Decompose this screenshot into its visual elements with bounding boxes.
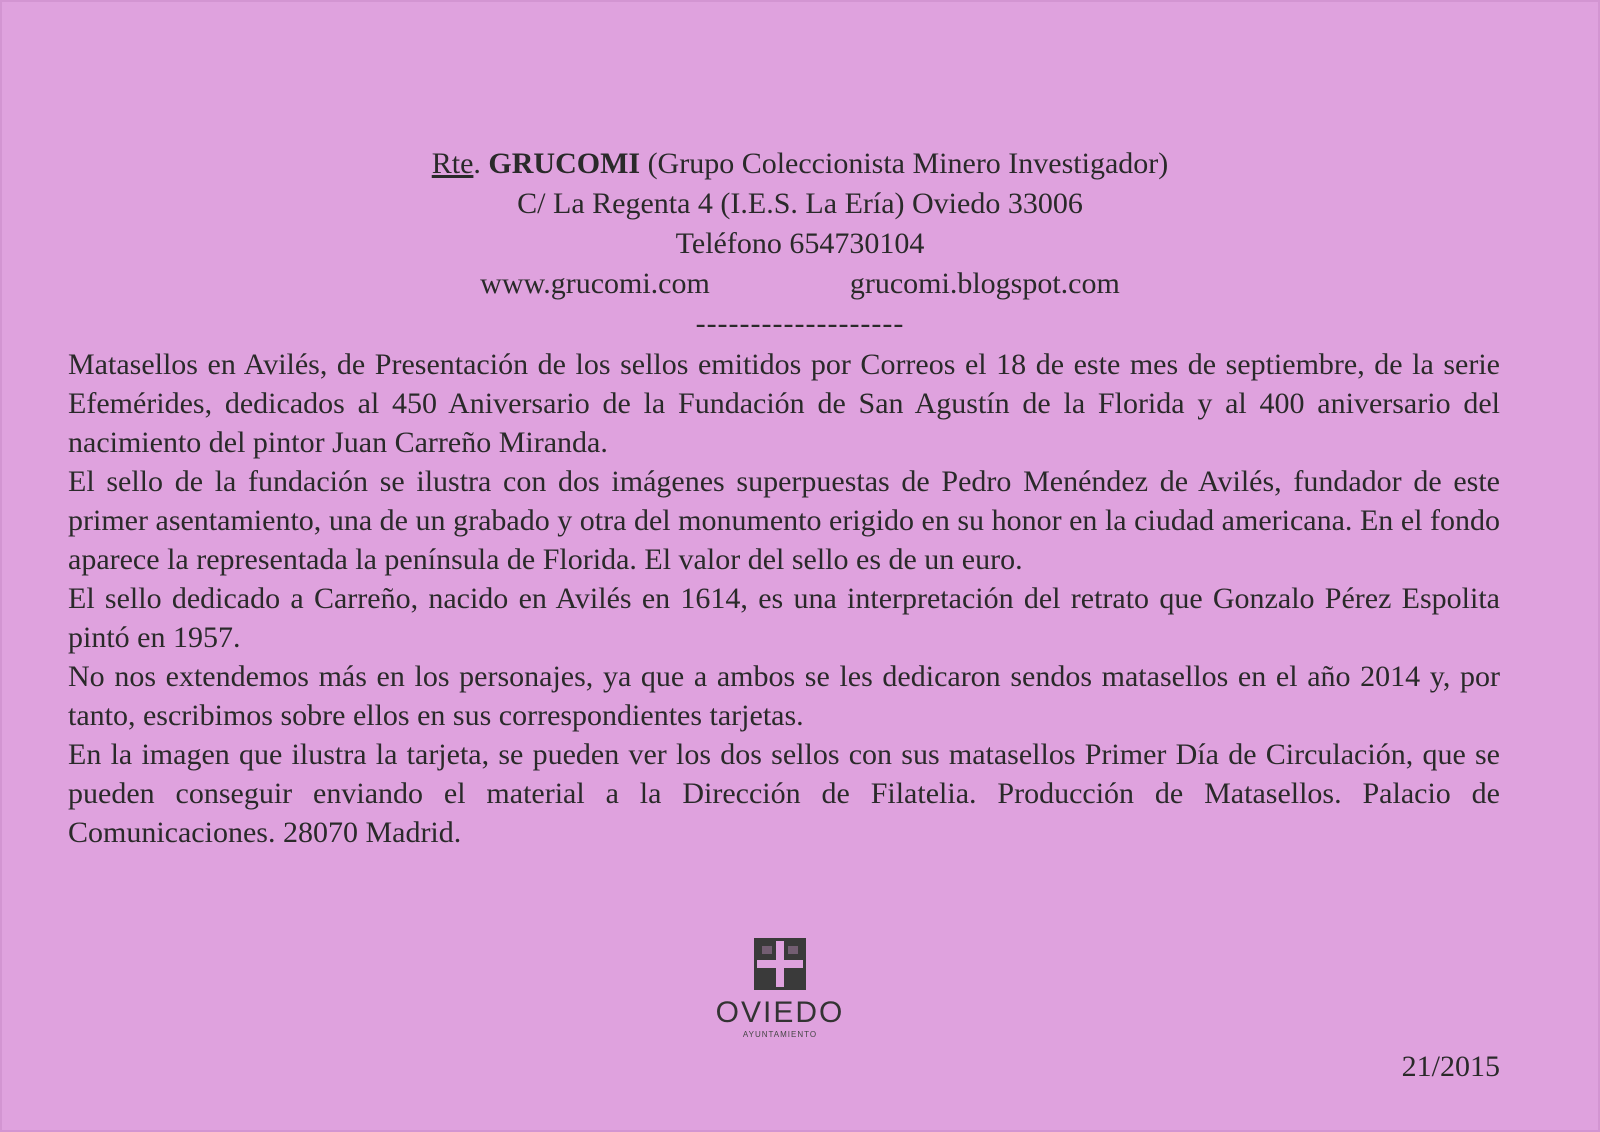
rte-suffix: . <box>473 147 481 180</box>
sender-phone: Teléfono 654730104 <box>675 227 925 260</box>
paragraph: En la imagen que ilustra la tarjeta, se pueden ver los dos sellos con sus matasellos Primer Día de Circulación, que se pueden conseguir enviando el material a la Dirección de Filatelia. Producción de Matasellos. Palacio de Comunicaciones. 28070 Madrid. <box>68 738 1500 849</box>
paragraph: El sello dedicado a Carreño, nacido en Avilés en 1614, es una interpretación del retrato que Gonzalo Pérez Espolita pintó en 1957. <box>68 582 1500 654</box>
logo-subtitle: AYUNTAMIENTO <box>742 1030 818 1039</box>
blog-link: grucomi.blogspot.com <box>849 267 1120 300</box>
oviedo-cross-icon <box>754 938 806 990</box>
sender-address: C/ La Regenta 4 (I.E.S. La Ería) Oviedo 33006 <box>517 187 1083 220</box>
separator-line: ------------------- <box>695 307 905 340</box>
body-text <box>68 345 1500 852</box>
sender-line <box>0 144 1600 184</box>
paragraph: No nos extendemos más en los personajes, ya que a ambos se les dedicaron sendos matasellos en el año 2014 y, por tanto, escribimos sobre ellos en sus correspondientes tarjetas. <box>68 660 1500 732</box>
sender-links <box>0 264 1600 304</box>
card-reference: 21/2015 <box>1401 1050 1500 1083</box>
oviedo-logo <box>690 938 870 1039</box>
sender-header <box>0 144 1600 344</box>
paragraph: El sello de la fundación se ilustra con dos imágenes superpuestas de Pedro Menéndez de Avilés, fundador de este primer asentamiento, una de un grabado y otra del monumento erigido en su honor en la ciudad americana. En el fondo aparece la representada la península de Florida. El valor del sello es de un euro. <box>68 465 1500 576</box>
paragraph: Matasellos en Avilés, de Presentación de los sellos emitidos por Correos el 18 de este mes de septiembre, de la serie Efemérides, dedicados al 450 Aniversario de la Fundación de San Agustín de la Florida y al 400 aniversario del nacimiento del pintor Juan Carreño Miranda. <box>68 348 1500 459</box>
rte-label: Rte <box>431 147 474 180</box>
website-link: www.grucomi.com <box>480 267 710 300</box>
brand-name: GRUCOMI <box>488 147 641 180</box>
brand-full-name: (Grupo Coleccionista Minero Investigador) <box>647 147 1169 180</box>
logo-name: OVIEDO <box>715 996 845 1029</box>
